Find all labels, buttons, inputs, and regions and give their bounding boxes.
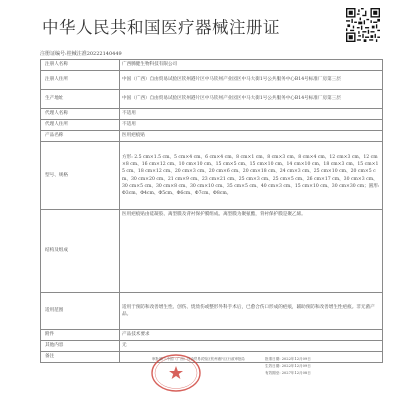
row-label: 生产地址 <box>41 90 120 109</box>
row-label: 注册人住所 <box>41 71 120 90</box>
row-value: 中国（广西）自由贸易试验区钦州港片区中马钦州产业园区中马大街1号公共服务中心B14号标准厂房第三层 <box>120 71 383 90</box>
approval-footer <box>150 353 380 397</box>
table-row <box>41 71 383 90</box>
table-row <box>41 210 383 293</box>
row-label: 备注 <box>41 352 120 363</box>
registration-number-label: 注册证编号: <box>40 51 67 57</box>
row-value: 不适用 <box>120 120 383 131</box>
row-label: 注册人名称 <box>41 60 120 71</box>
row-label: 代理人名称 <box>41 109 120 120</box>
row-label: 适用范围 <box>41 293 120 330</box>
document-title: 中华人民共和国医疗器械注册证 <box>42 18 280 37</box>
row-label: 型号、规格 <box>41 142 120 210</box>
table-row <box>41 60 383 71</box>
issuing-authority: 审批部门:中国（广西）自由贸易试验区钦州港片区行政审批局 <box>152 357 245 361</box>
row-label: 其他内容 <box>41 341 120 352</box>
row-value: 中国（广西）自由贸易试验区钦州港片区中马钦州产业园区中马大街1号公共服务中心B14号标准厂房第三层 <box>120 90 383 109</box>
table-row <box>41 341 383 352</box>
table-row <box>41 131 383 142</box>
row-value: 医用疤痕贴 <box>120 131 383 142</box>
row-label: 附件 <box>41 330 120 341</box>
table-row <box>41 120 383 131</box>
registration-number-line <box>40 50 122 57</box>
row-value: 不适用 <box>120 109 383 120</box>
row-value: 无 <box>120 341 383 352</box>
row-value: 产品技术要求 <box>120 330 383 341</box>
registration-number-value: 桂械注准20222140449 <box>66 51 122 57</box>
table-row <box>41 142 383 210</box>
qr-code-icon <box>346 8 380 42</box>
effective-date: 生效日期: 2022年12月09日 <box>265 364 311 368</box>
row-value: 广西腾健生物科技有限公司 <box>120 60 383 71</box>
row-label: 结构及组成 <box>41 210 120 293</box>
row-value: 医用疤痕贴由硅凝胶、离型膜及背衬保护膜组成。离型膜为聚氨酯，背衬保护膜是聚乙烯。 <box>120 210 383 293</box>
row-label: 代理人住所 <box>41 120 120 131</box>
row-value: 方形: 2.5 cm×1.5 cm、5 cm×4 cm、6 cm×4 cm、8 cm×1 cm、8 cm×3 cm、8 cm×4 cm、12 cm×3 cm、12 cm×8 cm、16 cm×12 cm、10 cm×10 cm、15 cm×5 cm、15 cm×10 cm、14 cm×10 cm、18 cm×3 cm、15 cm×15 cm、18 cm×12 cm、20 cm×3 cm、20 cm×6 cm、20 cm×18 cm、24 cm×3 cm、25 cm×10 cm、20 cm×5 cm、30 cm×20 cm、21 cm×9 cm、23 cm×21 cm、25 cm×3 cm、25 cm×5 cm、26 cm×17 cm、30 cm×3 cm、30 cm×5 cm、30 cm×8 cm、30 cm×10 cm、35 cm×5 cm、40 cm×3 cm、15 cm×10 cm、30 cm×30 cm；圆形: Φ3cm、Φ4cm、Φ5cm、Φ6cm、Φ7cm、Φ8cm。 <box>120 142 383 210</box>
row-value: 适用于预防和改善增生性、创伤、烧烫伤或整形外科手术后，已愈合伤口形成的疤痕，辅助预防和改善增生性疤痕。非无菌产品。 <box>120 293 383 330</box>
table-row <box>41 293 383 330</box>
expiry-date: 有效期至: 2027年12月08日 <box>265 371 311 375</box>
validity-dates <box>265 356 311 377</box>
approval-date: 批准日期: 2022年12月09日 <box>265 357 311 361</box>
table-row <box>41 109 383 120</box>
table-row <box>41 330 383 341</box>
registration-table <box>40 59 383 363</box>
row-label: 产品名称 <box>41 131 120 142</box>
table-row <box>41 90 383 109</box>
